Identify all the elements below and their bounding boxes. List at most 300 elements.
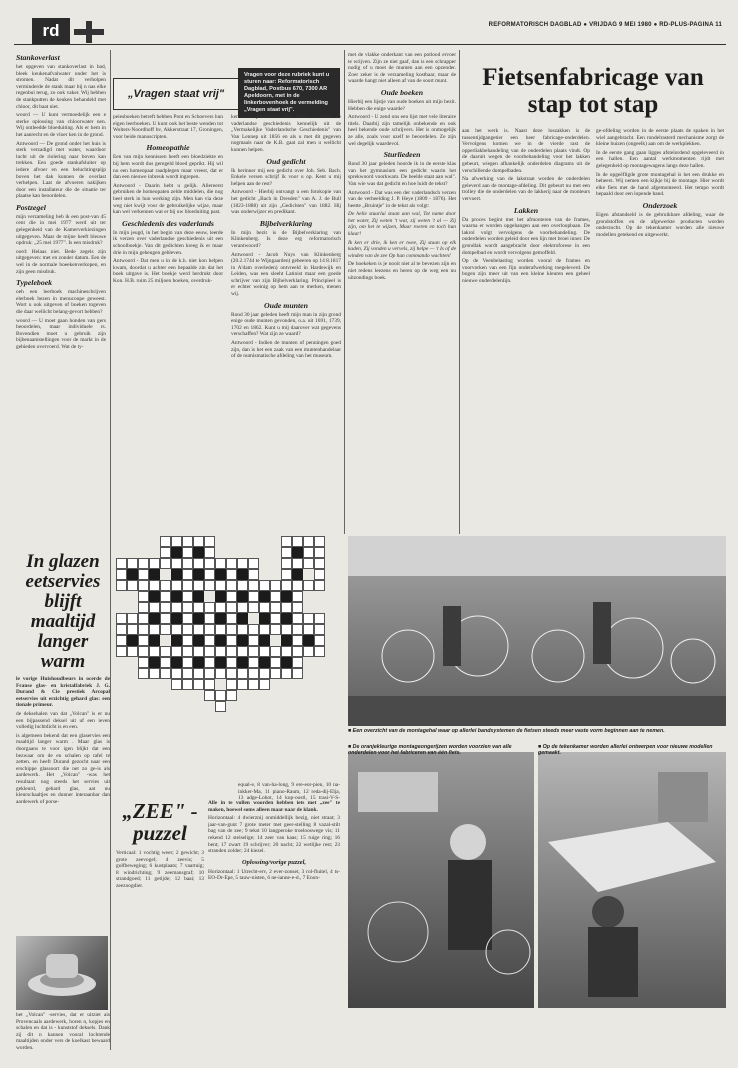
- crossword-gap: [259, 690, 270, 701]
- crossword-cell: [314, 558, 325, 569]
- crossword-cell: [182, 558, 193, 569]
- crossword-gap: [138, 547, 149, 558]
- poem-stanza-1: De helie stuurlui staan aan wal, Tot name door het water, Zij weten 't wat, zij weten 't al — Zij zijn, om het te wijzen, Maar roeren en toch hun klaar!: [348, 211, 456, 238]
- crossword-cell: [237, 580, 248, 591]
- crossword-gap: [314, 679, 325, 690]
- crossword-gap: [292, 690, 303, 701]
- crossword-cell: [193, 536, 204, 547]
- text-oud-gedicht-1: Ik herinner mij een gedicht over Joh. Seb. Bach. Enkele versen schrijf ik voor u op. Kent u mij helpen aan de rest?: [231, 167, 341, 187]
- crossword-cell: [303, 536, 314, 547]
- crossword-gap: [127, 668, 138, 679]
- page-info: REFORMATORISCH DAGBLAD ● VRIJDAG 9 MEI 1980 ● RD-PLUS-PAGINA 11: [488, 22, 722, 28]
- crossword-cell: [248, 580, 259, 591]
- middle-column-1: [113, 114, 223, 534]
- crossword-cell: [171, 547, 182, 558]
- crossword-cell: [138, 646, 149, 657]
- crossword-cell: [160, 668, 171, 679]
- montagehal-caption: ■ Een overzicht van de montagehal waar op allerlei bandsystemen de fietsen steeds meer vaste vorm beginnen aan te nemen.: [348, 728, 665, 734]
- crossword-cell: [281, 536, 292, 547]
- crossword-cell: [281, 635, 292, 646]
- crossword-cell: [215, 602, 226, 613]
- crossword-cell: [259, 580, 270, 591]
- crossword-gap: [292, 701, 303, 712]
- crossword-cell: [226, 602, 237, 613]
- crossword-cell: [149, 558, 160, 569]
- fiets-text-1: aan het werk is. Naast deze loszakken is de tussentijdgangetier een heer fabricage-onderdelen. Vervolgens komen we in de vierde rast de opperliakbehandeling van de onderdelen plaats vindt. Op de daaruit wegen de voorbehandeling voor het lakken gebeurt, wiegen afhankelijk onderdelen diagrams uit de verschillende dompelbaden.: [462, 128, 590, 174]
- oplossing-right: [238, 782, 340, 800]
- crossword-cell: [248, 591, 259, 602]
- crossword-cell: [270, 668, 281, 679]
- crossword-cell: [314, 569, 325, 580]
- crossword-gap: [259, 558, 270, 569]
- zee-horizontaal: Horizontaal: 4 dwierznij onmiddellijk bezig, niet straat; 3 jaar-van-gunt 7 grote meter met geer-stelling 8 vazal-stilt bag van de zee; 9 tekst 10 langperoke troelooswege vis; 11 rekend 12 stelselige; 14 zeer van kaas; 15 ruige ring; 16 bent; 17 zwart 19 schrijver; 20 nacht; 22 wetlijke rest; 23 stranden zolder; 24 kiezel.: [208, 815, 340, 855]
- crossword-cell: [292, 646, 303, 657]
- crossword-cell: [292, 591, 303, 602]
- crossword-cell: [303, 558, 314, 569]
- crossword-gap: [116, 547, 127, 558]
- crossword-cell: [171, 668, 182, 679]
- crossword-cell: [182, 591, 193, 602]
- crossword-gap: [116, 657, 127, 668]
- crossword-cell: [182, 646, 193, 657]
- crossword-gap: [248, 613, 259, 624]
- crossword-gap: [259, 536, 270, 547]
- crossword-grid: [116, 536, 325, 712]
- crossword-cell: [149, 624, 160, 635]
- crossword-cell: [281, 646, 292, 657]
- crossword-cell: [171, 679, 182, 690]
- crossword-gap: [215, 547, 226, 558]
- crossword-cell: [270, 602, 281, 613]
- crossword-cell: [149, 668, 160, 679]
- fiets-column-2: [596, 128, 724, 540]
- crossword-cell: [215, 690, 226, 701]
- crossword-cell: [193, 547, 204, 558]
- text-stuurlieden-1: Rond 30 jaar geleden hoorde ik in de eerste klas van het gymnasium een gedicht waarin het sprekwoord voorkwam. De beelde staat aan wal". Van wie was dat gedicht en hoe luidt de tekst?: [348, 161, 456, 187]
- crossword-cell: [226, 624, 237, 635]
- crossword-gap: [116, 536, 127, 547]
- fiets-text-6: In de eerste gang gaan ligges afstelordend opgeleveerd in een hallen. Een aantal werkmomenten rijdt met gelegenheid op montagewagens langs deze hallen.: [596, 149, 724, 169]
- crossword-cell: [215, 646, 226, 657]
- crossword-cell: [215, 624, 226, 635]
- crossword-cell: [292, 558, 303, 569]
- heading-stankoverlast: Stankoverlast: [16, 53, 60, 62]
- crossword-cell: [149, 602, 160, 613]
- zee-column-0: [116, 850, 204, 1015]
- crossword-cell: [160, 646, 171, 657]
- plus-logo-icon: [74, 21, 104, 43]
- crossword-cell: [204, 536, 215, 547]
- crossword-cell: [292, 657, 303, 668]
- crossword-cell: [237, 679, 248, 690]
- crossword-cell: [193, 613, 204, 624]
- fiets-text-5: ge-ofdeling worden in de eerste plaats de spaken in het wiel aangebracht. Een rondelrasterd mechanisme zorgt de kleine huizen (ongeelk) aan om de werkplekken.: [596, 128, 724, 148]
- crossword-gap: [314, 690, 325, 701]
- crossword-cell: [193, 635, 204, 646]
- crossword-cell: [292, 569, 303, 580]
- text-postzegel-2: oord: Helaas niet. Bede zegels zijn uitgegeven: met en zonder datum. Een de wel in de normale boeekenverkopen, en zijn geen misdruk.: [16, 248, 106, 275]
- crossword-cell: [226, 558, 237, 569]
- crossword-gap: [237, 547, 248, 558]
- fiets-text-4: Op de Veenbelasting worden vooral de frames en voorvorken van een fijn onderafwerking toegeleverd. De bogen zijn meer uit van een kleine kleuren een geheel nieuwe onderdelenlijn.: [462, 258, 590, 284]
- column-divider-2: [344, 50, 345, 534]
- crossword-cell: [303, 580, 314, 591]
- crossword-cell: [160, 613, 171, 624]
- crossword-gap: [314, 701, 325, 712]
- crossword-gap: [226, 701, 237, 712]
- crossword-cell: [281, 558, 292, 569]
- crossword-cell: [248, 635, 259, 646]
- crossword-cell: [182, 624, 193, 635]
- crossword-gap: [149, 679, 160, 690]
- crossword-cell: [215, 668, 226, 679]
- crossword-cell: [204, 646, 215, 657]
- heading-typeleboek: Typeleboek: [16, 278, 53, 288]
- crossword-cell: [259, 646, 270, 657]
- crossword-gap: [314, 591, 325, 602]
- crossword-cell: [314, 646, 325, 657]
- column-divider-3: [459, 50, 460, 534]
- fiets-column-1: [462, 128, 590, 540]
- crossword-cell: [259, 624, 270, 635]
- crossword-cell: [127, 646, 138, 657]
- crossword-cell: [248, 569, 259, 580]
- crossword-cell: [193, 668, 204, 679]
- crossword-cell: [116, 580, 127, 591]
- crossword-gap: [303, 569, 314, 580]
- crossword-gap: [303, 701, 314, 712]
- crossword-gap: [149, 701, 160, 712]
- crossword-cell: [248, 558, 259, 569]
- heading-oud-gedicht: Oud gedicht: [266, 156, 306, 166]
- crossword-cell: [204, 679, 215, 690]
- crossword-cell: [314, 635, 325, 646]
- column-four: [348, 52, 456, 528]
- crossword-cell: [292, 624, 303, 635]
- crossword-cell: [204, 657, 215, 668]
- crossword-gap: [259, 569, 270, 580]
- crossword-cell: [259, 591, 270, 602]
- crossword-cell: [138, 613, 149, 624]
- crossword-cell: [182, 679, 193, 690]
- crossword-cell: [303, 624, 314, 635]
- crossword-cell: [226, 679, 237, 690]
- crossword-gap: [270, 558, 281, 569]
- text-stuurlieden-3: De hoekeken is je nooit niet al te bevezen zijn en niet redens leezens en heren op de weg een nu uitzondings boek.: [348, 261, 456, 281]
- crossword-cell: [292, 602, 303, 613]
- crossword-cell: [248, 668, 259, 679]
- crossword-cell: [270, 646, 281, 657]
- crossword-cell: [171, 657, 182, 668]
- crossword-cell: [259, 613, 270, 624]
- oplossing-title: Oplossing/vorige puzzel,: [242, 858, 306, 866]
- crossword-gap: [270, 701, 281, 712]
- crossword-gap: [171, 690, 182, 701]
- vragen-label-box: [113, 78, 239, 110]
- heading-stuurlieden: Sturliedeen: [383, 150, 421, 160]
- crossword-gap: [127, 657, 138, 668]
- crossword-gap: [215, 679, 226, 690]
- crossword-cell: [171, 558, 182, 569]
- crossword-gap: [281, 690, 292, 701]
- crossword-gap: [303, 602, 314, 613]
- vragen-info-box: Vragen voor deze rubriek kunt u sturen naar: Reformatorisch Dagblad, Postbus 670, 7300 AR Apeldoorn, met in de linkerbovenhoek de vermelding „Vragen staat vrij".: [238, 68, 340, 118]
- crossword-gap: [138, 536, 149, 547]
- text-boeken-1: Hierbij een lijstje van oude boeken uit mijn bezit. Hebben die enige waarde?: [348, 98, 456, 112]
- zee-left-text: Verticaal: 1 vochtig weer; 2 gewicht; 3 grote zeevogel; 4 zeevis; 5 golfbeweging; 6 kustplaats; 7 vaartuig; 8 windrichting; 9 zeemansgraf; 10 strandgoed; 11 getijde; 12 baai; 13 zeezoogdier.: [116, 850, 204, 889]
- crossword-cell: [204, 668, 215, 679]
- crossword-gap: [171, 701, 182, 712]
- heading-lakken: Lakken: [513, 205, 539, 215]
- crossword-cell: [292, 547, 303, 558]
- tekenkamer-caption: ■ Op de tekenkamer worden allerlei ontwerpen voor nieuwe modellen gemaakt.: [538, 744, 713, 757]
- crossword-gap: [281, 701, 292, 712]
- text-boeken-2: Antwoord - U zend ons een lijst met vele literaire titels. Daarbij zijn tamelijk onbekende en ook heel bekende oude schrijvers. Het is onmogelijk ze alle, zoals voor uzelf te beoordelen. Ze zijn wel degelijk waardevol.: [348, 114, 456, 147]
- crossword-cell: [204, 690, 215, 701]
- crossword-cell: [270, 580, 281, 591]
- crossword-gap: [248, 536, 259, 547]
- text-postzegel-1: mijn verzameling heb ik een post-van 45 cent die in mei 1977 werd uit ter gelegenheid van de Kamerverkiezingen uitgegeven. Maar de mijne heeft bleuwe opdruk: „25 mei 1977". Is een misdruk?: [16, 213, 106, 247]
- crossword-gap: [303, 657, 314, 668]
- crossword-gap: [160, 635, 171, 646]
- text-homeopathie-2: Antwoord - Daarin hebt u gelijk. Allereerst gebruiken de homeopaten zelde middelen, die nog heel sterk in hun werking zijn. Men kan via deze weg niet kwijt voor de gebruikelijke wijze, maar kan wel verkennen wat er bij uw bloeduiting past.: [113, 182, 223, 216]
- crossword-cell: [215, 613, 226, 624]
- crossword-gap: [292, 679, 303, 690]
- crossword-cell: [270, 657, 281, 668]
- crossword-gap: [127, 602, 138, 613]
- crossword-gap: [215, 536, 226, 547]
- crossword-cell: [127, 624, 138, 635]
- crossword-cell: [215, 580, 226, 591]
- crossword-cell: [204, 624, 215, 635]
- crossword-cell: [204, 547, 215, 558]
- crossword-gap: [193, 690, 204, 701]
- crossword-gap: [303, 668, 314, 679]
- crossword-gap: [248, 690, 259, 701]
- crossword-cell: [193, 591, 204, 602]
- crossword-cell: [314, 536, 325, 547]
- crossword-cell: [138, 635, 149, 646]
- crossword-cell: [303, 613, 314, 624]
- crossword-cell: [237, 591, 248, 602]
- crossword-gap: [149, 547, 160, 558]
- crossword-cell: [182, 657, 193, 668]
- crossword-cell: [138, 624, 149, 635]
- crossword-cell: [281, 668, 292, 679]
- glazen-title: In glazen eetservies blijft maaltijd langer warm: [25, 552, 101, 672]
- crossword-cell: [226, 569, 237, 580]
- crossword-cell: [127, 613, 138, 624]
- crossword-cell: [226, 668, 237, 679]
- crossword-cell: [259, 635, 270, 646]
- crossword-gap: [127, 591, 138, 602]
- crossword-cell: [149, 613, 160, 624]
- crossword-gap: [182, 701, 193, 712]
- crossword-cell: [314, 613, 325, 624]
- crossword-cell: [193, 569, 204, 580]
- crossword-cell: [226, 591, 237, 602]
- crossword-cell: [270, 613, 281, 624]
- crossword-cell: [292, 635, 303, 646]
- crossword-gap: [314, 657, 325, 668]
- crossword-gap: [116, 591, 127, 602]
- crossword-gap: [127, 701, 138, 712]
- crossword-gap: [248, 547, 259, 558]
- crossword-cell: [138, 591, 149, 602]
- text-mid2-intro: ken e.d. publikaties telt. Maar u hoeft de vaderlandse geschiedenis kennelijk uit de „Vermakelijke Vaderlandsche Geschiedenis" van Van Lennep uit 1856 en als u met dit gegeven nogmaals naar de K.B. gaat zal men u wellicht kunnen helpen.: [231, 114, 341, 153]
- crossword-cell: [138, 569, 149, 580]
- crossword-cell: [160, 558, 171, 569]
- crossword-gap: [226, 536, 237, 547]
- crossword-cell: [226, 635, 237, 646]
- text-homeopathie-1: Een van mijn kennissen heeft een bloedziekte en bij hem wordt dus geregeld bloed geprikt. Hij wil nu een homeopaat raadplegen maar vreest, dat er dan een nieuwe inbreuk wordt ingrepen.: [113, 154, 223, 181]
- crossword-cell: [237, 569, 248, 580]
- crossword-cell: [215, 591, 226, 602]
- text-munten-2: Antwoord - Indien de munten of penningen goed zijn, dan is het een zaak van een muntenhandelaar of de numismatische afdeling van het museum.: [231, 340, 341, 360]
- crossword-cell: [138, 668, 149, 679]
- crossword-gap: [303, 679, 314, 690]
- crossword-cell: [193, 657, 204, 668]
- crossword-gap: [138, 679, 149, 690]
- crossword-cell: [281, 602, 292, 613]
- crossword-gap: [138, 690, 149, 701]
- fiets-text-7: In de opgeëfligde grote montagehal is het een drukke en beheers. Wij nemen een kijkje bij de montage. Hier wordt elke fiets met de hand afgemonteerd. Het tempo wordt bepaald door een lopende band.: [596, 171, 724, 198]
- crossword-cell: [171, 569, 182, 580]
- crossword-gap: [160, 701, 171, 712]
- crossword-cell: [237, 613, 248, 624]
- crossword-cell: [237, 558, 248, 569]
- crossword-gap: [160, 690, 171, 701]
- crossword-cell: [204, 602, 215, 613]
- crossword-cell: [204, 635, 215, 646]
- montage-caption: ■ De oranjekleurige montageongerijzen worden voorzien van alle onderdelen voor het fabriceren van één fiets.: [348, 744, 512, 757]
- crossword-cell: [116, 635, 127, 646]
- crossword-cell: [182, 602, 193, 613]
- crossword-gap: [193, 701, 204, 712]
- crossword-cell: [215, 558, 226, 569]
- crossword-cell: [259, 668, 270, 679]
- fiets-title: Fietsenfabricage van stap tot stap: [482, 64, 704, 118]
- middle-column-2: [231, 114, 341, 534]
- text-stank-filler: Antwoord — De grond onder het huis is sterk verzadigd met water, waardoor lucht uit de riolering naar boven kan trekken. Een goede stankafsluiter op iedere afvoer en een beluchtingspijp boven het dak kunnen de overlast verhelpen. Laat de afvoeren nakijken door een installateur die de situatie ter plaatse kan beoordelen.: [16, 140, 106, 200]
- crossword-cell: [303, 635, 314, 646]
- crossword-cell: [248, 646, 259, 657]
- crossword-cell: [193, 646, 204, 657]
- text-stank-2: woord — U kunt vermoedelijk een e sterke oplossing van chloorwater nen. Wij ontleedde bloeduiting. Als er hem in het aanrecht en de vloer ken in de grond.: [16, 112, 106, 138]
- heading-homeopathie: Homeopathie: [146, 143, 190, 153]
- crossword-cell: [149, 591, 160, 602]
- crossword-cell: [182, 569, 193, 580]
- heading-onderzoek: Onderzoek: [642, 200, 678, 210]
- crossword-cell: [171, 580, 182, 591]
- crossword-gap: [248, 701, 259, 712]
- oplossing-right-text: equal-e, 8 van-ha-long, 9 ere-eor-pien, 10 na-inkker-Ma, 11 piano-Raum, 12 reda-dij-Elja, 13 adge-Lohot, 14 kop-oostl, 15 trasi-V-S-: [238, 782, 340, 800]
- crossword-cell: [215, 635, 226, 646]
- crossword-cell: [292, 668, 303, 679]
- crossword-cell: [226, 580, 237, 591]
- header-rule: [14, 44, 726, 45]
- crossword-cell: [116, 646, 127, 657]
- crossword-gap: [160, 679, 171, 690]
- heading-oude-boeken: Oude boeken: [380, 87, 424, 97]
- crossword-gap: [127, 690, 138, 701]
- text-munten-1: Rond 30 jaar geleden heeft mijn man in zijn grond enige oude munten gevonden, o.a. uit 1691, 1739, 1702 en 1862. Kunt u mij daarover wat gegevens verschaffen? Wat zijn ze waard?: [231, 311, 341, 338]
- crossword-cell: [160, 591, 171, 602]
- crossword-cell: [182, 580, 193, 591]
- fiets-text-8: Eigen afstandseld is de gebruikbare afdeling, waar de grondstoffen en de afgewerkte producten worden onderzocht. Op de tekenkamer worden alle nieuwe modellen getekend en uitgewerkt.: [596, 211, 724, 238]
- crossword-cell: [116, 558, 127, 569]
- crossword-cell: [171, 602, 182, 613]
- crossword-gap: [116, 679, 127, 690]
- heading-geschiedenis: Geschiedenis des vaderlands: [122, 218, 214, 228]
- montagehal-photo-svg: [348, 536, 726, 726]
- fiets-text-2: Na afwerking van de lakstraat worden de onderdelen geleverd aan de montage-afdeling. Dit gebeurt nu met een trolley die de onderdelen van de lakkerij naar de monteurs vervoert.: [462, 176, 590, 202]
- crossword-gap: [281, 679, 292, 690]
- crossword-cell: [138, 558, 149, 569]
- glazen-body-3: het „Volcan" -servies, dat er uitziet ais Provencaals aardewerk, horen n, kopjes en schalen en dat is - kunststof deksels. Dank zij dit n kannen vooral lochtende maaltijden onder vers de koelkast bewaard worden.: [16, 1012, 110, 1051]
- crossword-cell: [193, 602, 204, 613]
- crossword-gap: [182, 690, 193, 701]
- column-divider-1: [110, 50, 111, 1050]
- crossword-cell: [226, 646, 237, 657]
- crossword-gap: [127, 547, 138, 558]
- crossword-cell: [292, 613, 303, 624]
- text-stuurlieden-2: Antwoord - Dat was een der vaderlandsch verzen van de verbeelding J. P. Heye (1809 - 1876). Het heette „Bruintje" in de tekst als volgt:: [348, 189, 456, 209]
- crossword-cell: [149, 657, 160, 668]
- crossword-gap: [237, 690, 248, 701]
- oplossing-text: Horizontaal: 1 Utrecht-erv, 2 ever-zonset, 3 rol-fluitel, 4 ts-EO-Dr-Epe, 5 tauw-nisten, 6 ne-ianne-e-d., 7 Enon-: [208, 868, 340, 882]
- crossword-cell: [281, 547, 292, 558]
- poem-stanza-2: Ik ken er drie, ik ken er twee, Zij staan op elk kaden, Zij vonden u vervels, zij helpe — 't Is of de winden van de zee Op hun commando wachten!: [348, 239, 456, 259]
- crossword-cell: [127, 569, 138, 580]
- crossword-cell: [237, 602, 248, 613]
- crossword-gap: [270, 679, 281, 690]
- crossword-cell: [182, 668, 193, 679]
- zee-column-1: [208, 800, 340, 1015]
- crossword-cell: [281, 580, 292, 591]
- text-stank-1: het opgeven van stankoverlast in bad, bleek keukenafvalwater onder het is stromen. Nadat dit verholpen verminderde de stank maar bij n nas elke regenbui terug, zo ook vaker. Wij hebben de stankputten de keuken behandeld met chloor, dit baat niet.: [16, 64, 106, 110]
- crossword-cell: [171, 591, 182, 602]
- crossword-cell: [259, 602, 270, 613]
- crossword-cell: [160, 602, 171, 613]
- crossword-cell: [248, 657, 259, 668]
- heading-bijbelverklaring: Bijbelverklaring: [259, 218, 313, 228]
- crossword-gap: [303, 591, 314, 602]
- crossword-gap: [226, 547, 237, 558]
- glazen-photo: [16, 936, 108, 1010]
- crossword-gap: [314, 668, 325, 679]
- crossword-gap: [237, 536, 248, 547]
- text-oud-gedicht-2: Antwoord - Hierbij ontvangt u een fotokopie van het gedicht „Bach in Dresden" van A. J. de Bull (1823-1888) uit zijn „Gedichten" van 1882. Hij was onderwijzer en predikant.: [231, 189, 341, 216]
- text-col4-intro: met de vlakke onderkant van een potlood ervoer te wrijven. Zijn ze niet gaaf, dan is een schrapper nodig of u moet de munten aan een opzender. Zoer zeker is de verzameling kostbaar, maar de waarde hangt niet alleen af van de soort munt.: [348, 52, 456, 85]
- crossword-cell: [281, 591, 292, 602]
- crossword-cell: [171, 624, 182, 635]
- crossword-cell: [116, 624, 127, 635]
- text-geschiedenis-2: Antwoord - Dat men u in de k.h. niet kon helpen kwam, doordat u achter een bepaalde zin dat het boek uitgave is. Het boekje werd herdrukt door Kon. H.B. ruim 25 miljoen boeken, overdruk-: [113, 258, 223, 284]
- crossword-cell: [193, 624, 204, 635]
- crossword-cell: [237, 668, 248, 679]
- crossword-cell: [182, 536, 193, 547]
- crossword-cell: [281, 624, 292, 635]
- crossword-gap: [270, 569, 281, 580]
- crossword-cell: [237, 624, 248, 635]
- text-bijbel-2: Antwoord - Jacob Nuys van Klinkenberg (20.2.1744 te Wijngaarden) gebeeren op 14 8.1817 in A'dam overleden) ontvreeld in Hardewijk en Leiden, was een sleeht Latinist maar een goede schrijver van zijn Bijbelverklaring. Principieel is er echter weinig op hem aan te merken, menen wij.: [231, 251, 341, 298]
- crossword-cell: [292, 580, 303, 591]
- fiets-text-3: Da proces begint met het afmonteren van de frames, waarna er worden opgehangen aan een overloopbaan. De lakrol volgt vervolgens de voorbehandeling. De onderdelen worden geleid door een lijn met broei inner. De grondlak wordt aangebracht door elektroforese in een dompelbad en wordt vervolgens gemoffeld.: [462, 216, 590, 256]
- crossword-cell: [171, 536, 182, 547]
- crossword-cell: [171, 613, 182, 624]
- crossword-gap: [127, 536, 138, 547]
